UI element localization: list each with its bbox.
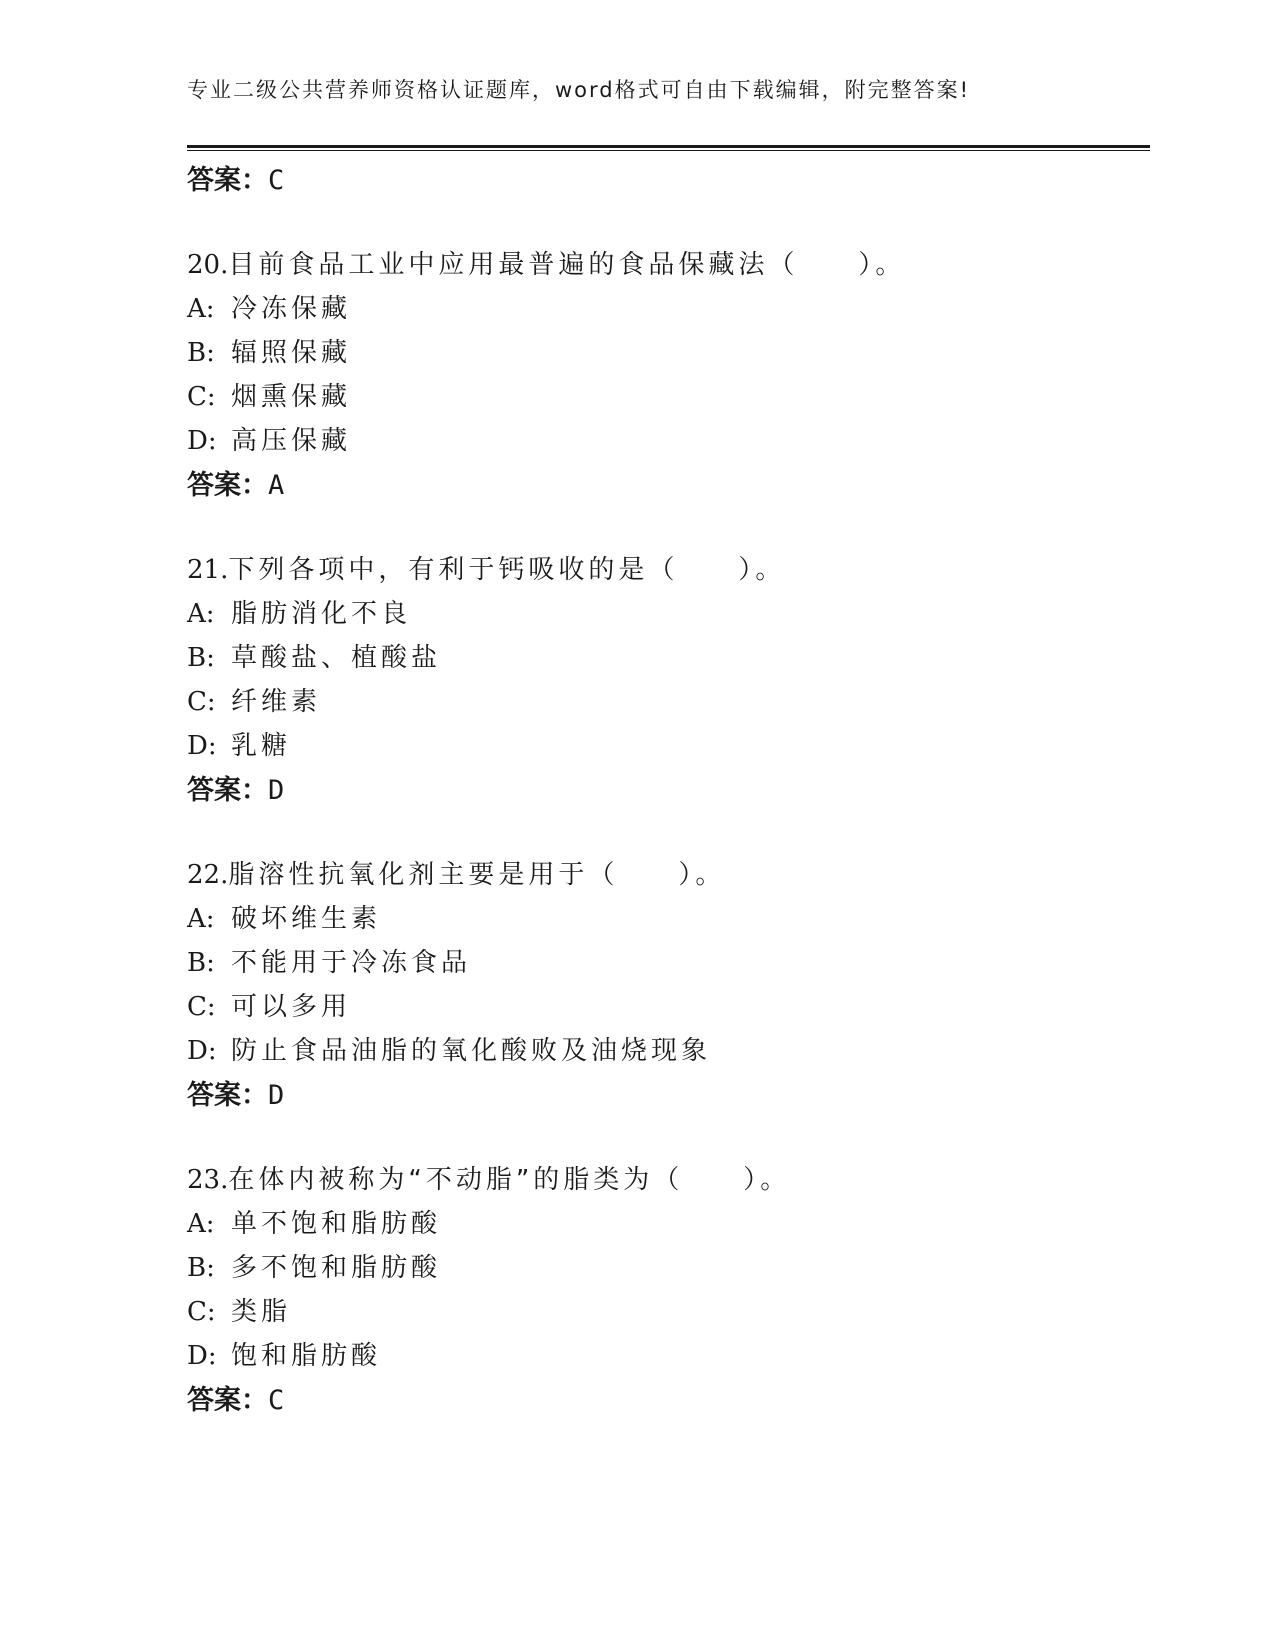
option-text: 脂肪消化不良 bbox=[231, 599, 412, 629]
option-b bbox=[187, 332, 351, 369]
option-label: C: bbox=[187, 382, 216, 412]
header-rule-thin bbox=[187, 150, 1150, 151]
option-text: 烟熏保藏 bbox=[231, 382, 352, 412]
question-23 bbox=[187, 1159, 790, 1196]
option-d bbox=[187, 420, 351, 457]
option-text: 多不饱和脂肪酸 bbox=[231, 1253, 442, 1283]
option-text: 防止食品油脂的氧化酸败及油烧现象 bbox=[231, 1036, 712, 1066]
question-22 bbox=[187, 854, 725, 891]
answer-value: C bbox=[268, 1385, 285, 1416]
option-label: C: bbox=[187, 687, 216, 717]
option-label: D: bbox=[187, 731, 217, 761]
question-text: 下列各项中，有利于钙吸收的是（ ）。 bbox=[228, 555, 786, 585]
question-text: 目前食品工业中应用最普遍的食品保藏法（ ）。 bbox=[228, 250, 906, 280]
option-label: A: bbox=[187, 1209, 215, 1239]
question-number: 20. bbox=[187, 250, 229, 280]
question-text: 脂溶性抗氧化剂主要是用于（ ）。 bbox=[228, 860, 726, 890]
question-21 bbox=[187, 549, 785, 586]
question-text: 在体内被称为“不动脂”的脂类为（ ）。 bbox=[228, 1165, 791, 1195]
option-b bbox=[187, 1247, 441, 1284]
answer-label: 答案： bbox=[187, 470, 268, 501]
option-text: 类脂 bbox=[231, 1297, 292, 1327]
answer-label: 答案： bbox=[187, 775, 268, 806]
answer-line bbox=[187, 1378, 284, 1417]
option-label: B: bbox=[187, 948, 215, 978]
option-c bbox=[187, 986, 351, 1023]
option-label: A: bbox=[187, 599, 215, 629]
option-text: 饱和脂肪酸 bbox=[231, 1341, 382, 1371]
option-a bbox=[187, 1203, 441, 1240]
answer-value: A bbox=[268, 470, 285, 501]
option-label: D: bbox=[187, 426, 217, 456]
option-label: D: bbox=[187, 1036, 217, 1066]
answer-line-prev bbox=[187, 158, 284, 197]
option-text: 冷冻保藏 bbox=[231, 294, 352, 324]
option-b bbox=[187, 637, 441, 674]
option-d bbox=[187, 725, 291, 762]
option-a bbox=[187, 898, 381, 935]
option-label: C: bbox=[187, 992, 216, 1022]
answer-value: C bbox=[268, 165, 285, 196]
question-number: 22. bbox=[187, 860, 229, 890]
option-text: 草酸盐、植酸盐 bbox=[231, 643, 442, 673]
option-label: A: bbox=[187, 904, 215, 934]
page-header: 专业二级公共营养师资格认证题库，word格式可自由下载编辑，附完整答案! bbox=[187, 78, 971, 102]
option-b bbox=[187, 942, 471, 979]
question-number: 23. bbox=[187, 1165, 229, 1195]
answer-label: 答案： bbox=[187, 1080, 268, 1111]
option-c bbox=[187, 376, 351, 413]
option-text: 高压保藏 bbox=[231, 426, 352, 456]
answer-value: D bbox=[268, 775, 285, 806]
option-label: C: bbox=[187, 1297, 216, 1327]
question-20 bbox=[187, 244, 905, 281]
option-a bbox=[187, 593, 411, 630]
answer-line bbox=[187, 768, 284, 807]
option-d bbox=[187, 1335, 381, 1372]
option-d bbox=[187, 1030, 711, 1067]
option-text: 可以多用 bbox=[231, 992, 352, 1022]
option-text: 纤维素 bbox=[231, 687, 322, 717]
question-number: 21. bbox=[187, 555, 229, 585]
option-text: 乳糖 bbox=[231, 731, 292, 761]
option-a bbox=[187, 288, 351, 325]
header-rule-thick bbox=[187, 145, 1150, 148]
answer-label: 答案： bbox=[187, 1385, 268, 1416]
option-text: 单不饱和脂肪酸 bbox=[231, 1209, 442, 1239]
option-c bbox=[187, 1291, 291, 1328]
option-text: 不能用于冷冻食品 bbox=[231, 948, 472, 978]
option-c bbox=[187, 681, 321, 718]
option-label: B: bbox=[187, 643, 215, 673]
answer-label: 答案： bbox=[187, 165, 268, 196]
option-label: A: bbox=[187, 294, 215, 324]
option-label: D: bbox=[187, 1341, 217, 1371]
answer-line bbox=[187, 463, 284, 502]
option-text: 辐照保藏 bbox=[231, 338, 352, 368]
answer-line bbox=[187, 1073, 284, 1112]
option-label: B: bbox=[187, 1253, 215, 1283]
answer-value: D bbox=[268, 1080, 285, 1111]
option-label: B: bbox=[187, 338, 215, 368]
option-text: 破坏维生素 bbox=[231, 904, 382, 934]
